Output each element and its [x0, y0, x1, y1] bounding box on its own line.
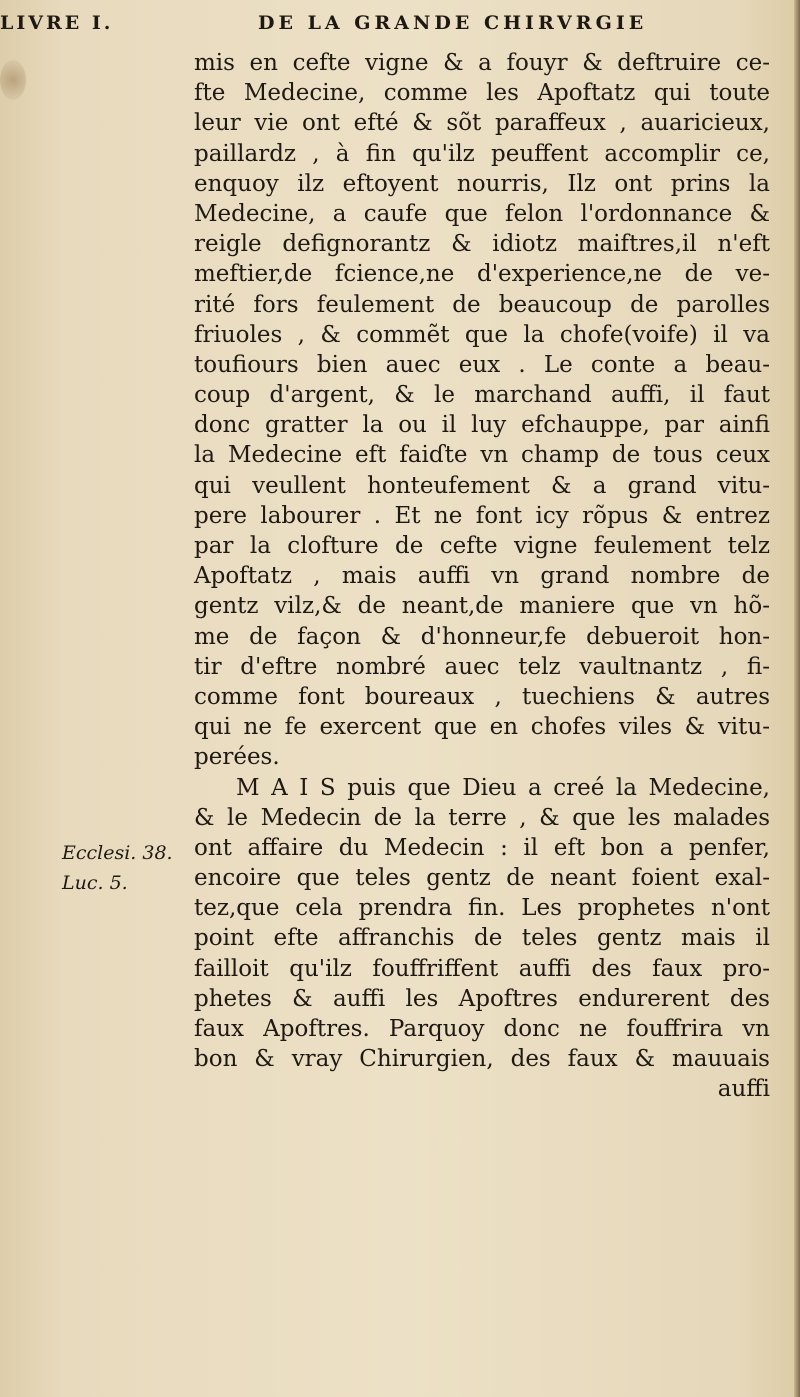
text-line: bon & vray Chirurgien, des faux & mauuais — [194, 1046, 770, 1073]
text-line: mis en cefte vigne & a fouyr & deftruire ce- — [194, 50, 770, 76]
paragraph-start-line: M A I S puis que Dieu a creé la Medecine, — [236, 774, 770, 801]
catchword: auffi — [717, 1076, 770, 1103]
text-line: toufiours bien auec eux . Le conte a beau- — [194, 351, 770, 378]
text-line: comme font boureaux , tuechiens & autres — [194, 683, 770, 710]
text-line: donc gratter la ou il luy efchauppe, par ainfi — [194, 412, 770, 439]
text-line: tir d'eftre nombré auec telz vaultnantz , fi- — [194, 653, 770, 680]
text-line: & le Medecin de la terre , & que les malades — [194, 804, 770, 831]
text-line: gentz vilz,& de neant,de maniere que vn hõ- — [194, 593, 770, 620]
page-edge-shadow — [794, 0, 800, 1397]
text-line: paillardz , à fin qu'ilz peuffent accomplir ce, — [194, 140, 770, 167]
text-line: Medecine, a caufe que felon l'ordonnance & — [194, 200, 770, 227]
paper-stain — [0, 60, 26, 100]
text-line: pere labourer . Et ne font icy rõpus & entrez — [194, 502, 770, 529]
text-line: faux Apoftres. Parquoy donc ne fouffrira vn — [194, 1016, 770, 1042]
text-line: par la clofture de cefte vigne feulement telz — [194, 533, 770, 559]
text-line: friuoles , & commẽt que la chofe(voife) il va — [194, 321, 770, 348]
text-line: failloit qu'ilz fouffriffent auffi des faux pro- — [194, 955, 770, 982]
margin-note-ecclesiasticus: Ecclesi. 38. — [62, 842, 173, 864]
text-line: me de façon & d'honneur,fe debueroit hon- — [194, 623, 770, 650]
text-line: enquoy ilz eftoyent nourris, Ilz ont prins la — [194, 170, 770, 197]
text-line: tez,que cela prendra fin. Les prophetes n'ont — [194, 895, 770, 922]
text-line: encoire que teles gentz de neant foient exal- — [194, 865, 770, 892]
text-line: reigle defignorantz & idiotz maiftres,il n'eft — [194, 231, 770, 258]
body-text — [194, 48, 770, 1105]
text-line: meftier,de fcience,ne d'experience,ne de ve- — [194, 261, 770, 288]
text-line: qui ne fe exercent que en chofes viles & vitu- — [194, 714, 770, 741]
text-line: leur vie ont efté & sõt paraffeux , auaricieux, — [194, 110, 770, 137]
running-head-title: DE LA GRANDE CHIRVRGIE — [258, 12, 648, 34]
text-line: point efte affranchis de teles gentz mais il — [194, 925, 770, 952]
text-line: ont affaire du Medecin : il eft bon a penfer, — [194, 834, 770, 861]
text-line: perées. — [194, 744, 280, 771]
running-head-book: LIVRE I. — [0, 12, 114, 34]
running-head — [0, 8, 800, 38]
text-line: qui veullent honteufement & a grand vitu- — [194, 472, 770, 499]
text-line: coup d'argent, & le marchand auffi, il faut — [194, 382, 770, 409]
text-line: fte Medecine, comme les Apoftatz qui toute — [194, 80, 770, 107]
text-line: rité fors feulement de beaucoup de parolles — [194, 291, 770, 318]
text-line: Apoftatz , mais auffi vn grand nombre de — [194, 563, 770, 590]
text-line: la Medecine eft faiɗte vn champ de tous ceux — [194, 442, 770, 469]
margin-note-luke: Luc. 5. — [62, 872, 128, 894]
text-line: phetes & auffi les Apoftres endurerent des — [194, 985, 770, 1012]
